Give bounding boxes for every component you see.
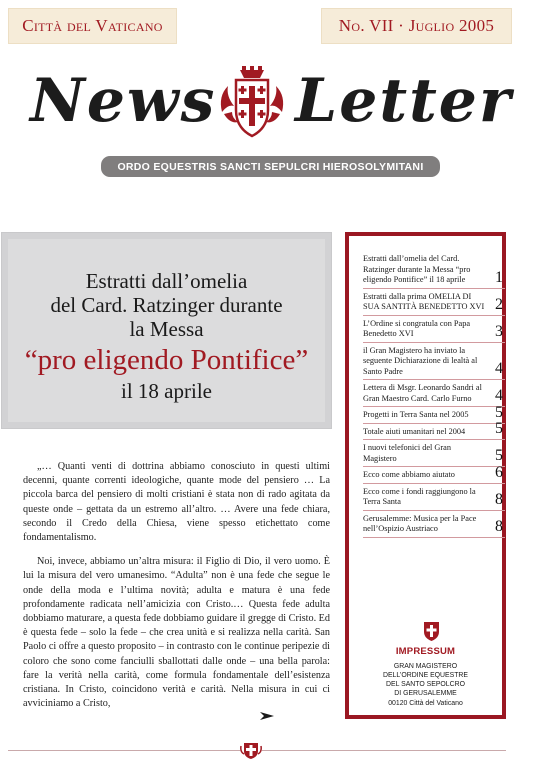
toc-item-page: 8: [495, 490, 503, 508]
impressum-line: DEL SANTO SEPOLCRO: [386, 681, 465, 688]
toc-item-text: Lettera di Msgr. Leonardo Sandri al Gran Maestro Card. Carlo Furno: [363, 383, 482, 403]
toc-item-page: 5: [495, 447, 503, 464]
toc-item-page: 4: [495, 387, 503, 404]
jerusalem-cross-crest-icon: [214, 66, 290, 142]
impressum-title: IMPRESSUM: [395, 646, 456, 657]
toc-item[interactable]: [363, 254, 505, 289]
toc-item-page: 4: [495, 360, 503, 377]
table-of-contents: [345, 232, 506, 719]
toc-item[interactable]: [363, 420, 505, 441]
impressum-line: DELL’ORDINE EQUESTRE: [382, 672, 468, 679]
toc-item[interactable]: [363, 346, 505, 381]
toc-item-page: 2: [495, 295, 503, 313]
toc-item-text: Estratti dalla prima OMELIA DI SUA SANTITÀ BENEDETTO XVI: [363, 291, 485, 311]
toc-item[interactable]: [363, 319, 505, 343]
city-label: Città del Vaticano: [8, 8, 177, 44]
toc-item[interactable]: [363, 383, 505, 407]
toc-item[interactable]: [363, 514, 505, 538]
toc-item-text: il Gran Magistero ha inviato la seguente Dichiarazione di lealtà al Santo Padre: [363, 345, 478, 376]
toc-item-text: Ecco come abbiamo aiutato: [363, 470, 455, 479]
arrow-right-icon: [259, 710, 275, 722]
toc-item-page: 3: [495, 322, 503, 340]
order-banner: ORDO EQUESTRIS SANCTI SEPULCRI HIEROSOLYMITANI: [101, 156, 440, 177]
footer-crest-icon: [240, 740, 262, 760]
feature-line: del Card. Ratzinger durante: [50, 293, 283, 317]
toc-item-text: Progetti in Terra Santa nel 2005: [363, 410, 469, 419]
toc-item[interactable]: [363, 292, 505, 316]
article-paragraph: „… Quanti venti di dottrina abbiamo conosciuto in questi ultimi decenni, quante correnti ideologiche, quante mode del pensiero … La piccola barca del pensiero di molti cristiani è stata non di rado agitata da queste onde – gettata da un estremo all’altro. … Avere una fede chiara, secondo il Credo della Chiesa, viene spesso etichettato come fondamentalismo.: [23, 461, 330, 544]
feature-line: Estratti dall’omelia: [85, 269, 248, 293]
toc-item-text: L’Ordine si congratula con Papa Benedetto XVI: [363, 318, 471, 338]
toc-item[interactable]: [363, 463, 505, 484]
masthead-title-right: Letter: [295, 66, 513, 136]
feature-box: [1, 232, 332, 429]
toc-item-page: 1: [495, 268, 503, 286]
toc-item-text: Totale aiuti umanitari nel 2004: [363, 426, 466, 436]
toc-item-text: Estratti dall’omelia del Card. Ratzinger durante la Messa “pro eligendo Pontifice” il 18 aprile: [363, 254, 471, 284]
toc-item[interactable]: [363, 443, 505, 467]
toc-item[interactable]: [363, 403, 505, 424]
impressum-line: DI GERUSALEMME: [394, 690, 457, 697]
impressum-line: 00120 Città del Vaticano: [388, 700, 463, 707]
toc-item-text: Ecco come i fondi raggiungono la Terra Santa: [363, 486, 476, 506]
impressum-line: GRAN MAGISTERO: [393, 663, 458, 670]
article-paragraph: Noi, invece, abbiamo un’altra misura: il Figlio di Dio, il vero uomo. È lui la misura del vero umanesimo. “Adulta” non è una fede che segue le onde della moda e l’ultima novità; adulta e matura è una fede profondamente radicata nell’amicizia con Cristo.… Questa fede adulta dobbiamo maturare, a questa fede dobbiamo guidare il gregge di Cristo. Ed è questa fede – solo la fede – che crea unità e si realizza nella carità. San Paolo ci offre a questo proposito – in contrasto con le continue peripezie di coloro che sono come fanciulli sballottati dalle onde – una bella parola: fare la verità nella carità, come formula fondamentale dell’esistenza cristiana. In Cristo, coincidono verità e carità. Nella misura in cui ci avviciniamo a Cristo,: [23, 556, 330, 710]
toc-item-page: 8: [495, 517, 503, 535]
small-crest-icon: [423, 620, 440, 642]
feature-line: la Messa: [129, 317, 204, 341]
feature-line: il 18 aprile: [121, 379, 212, 403]
toc-item-page: 5: [495, 420, 503, 437]
toc-list: [363, 254, 505, 541]
issue-label: No. VII · Juglio 2005: [321, 8, 512, 44]
article-body: [23, 460, 330, 711]
feature-highlight: “pro eligendo Pontifice”: [24, 344, 309, 376]
toc-item-text: I nuovi telefonici del Gran Magistero: [363, 443, 452, 463]
toc-item[interactable]: [363, 487, 505, 511]
toc-item-page: 5: [495, 403, 503, 421]
toc-item-page: 6: [495, 463, 503, 481]
toc-item-text: Gerusalemme: Musica per la Pace nell’Ospizio Austriaco: [363, 513, 477, 533]
masthead-title-left: News: [30, 66, 217, 136]
